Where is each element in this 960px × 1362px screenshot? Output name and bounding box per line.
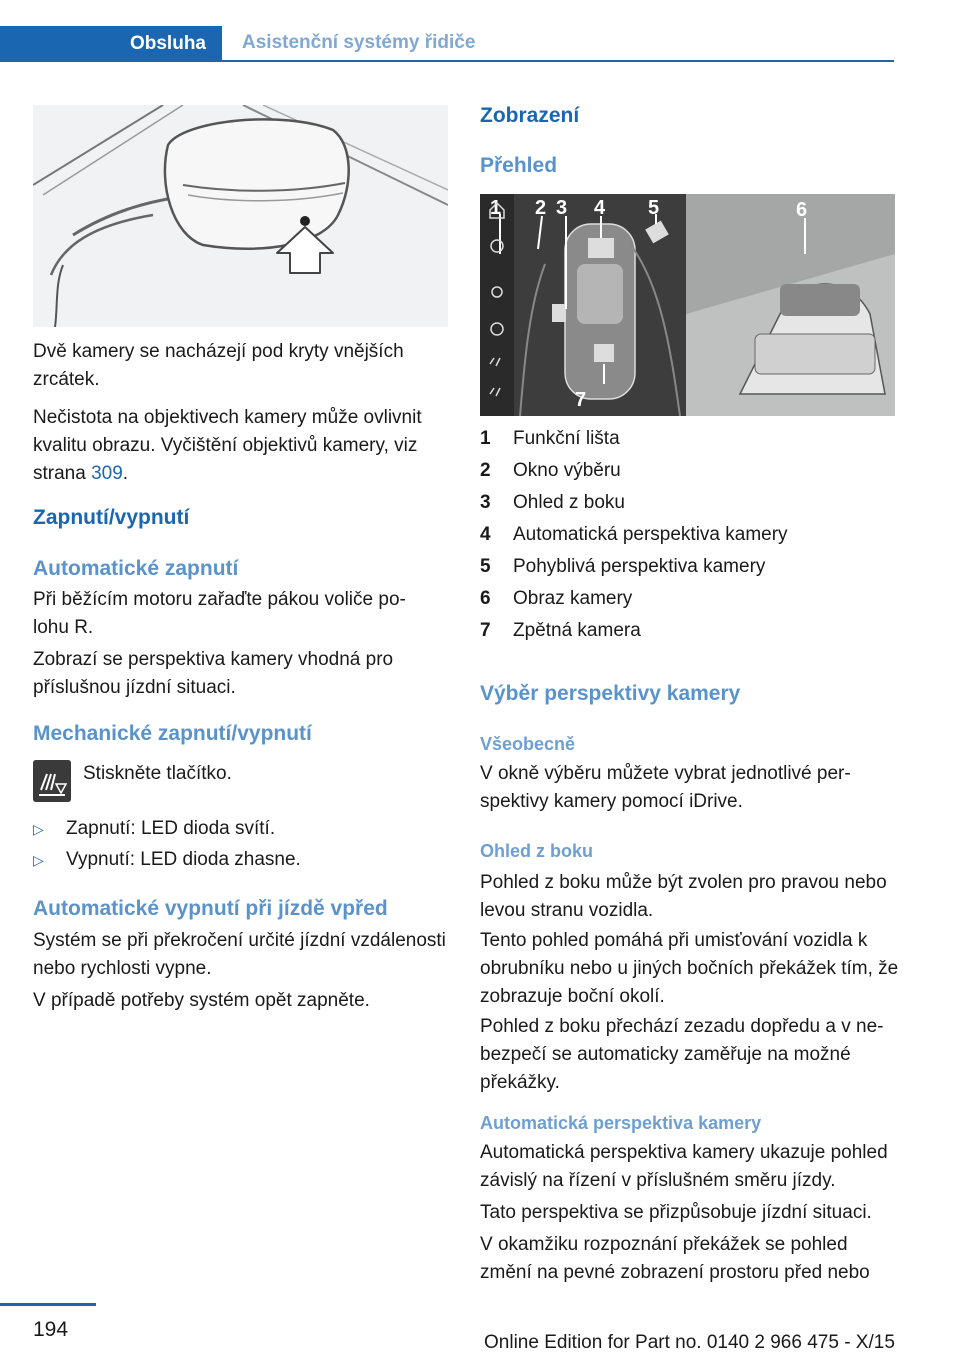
triangle-bullet-icon: ▷ bbox=[33, 821, 44, 837]
mirror-camera-illustration bbox=[33, 105, 448, 327]
legend-num: 6 bbox=[480, 588, 491, 609]
legend-item-1 bbox=[480, 425, 620, 453]
tab-obsluha[interactable] bbox=[0, 26, 222, 62]
page-309-link[interactable]: 309 bbox=[91, 463, 123, 484]
legend-text: Obraz kamery bbox=[513, 588, 633, 609]
auto-on-text-2: Zobrazí se perspektiva kamery vhodná pro příslušnou jízdní situaci. bbox=[33, 649, 394, 698]
legend-item-7 bbox=[480, 617, 641, 645]
auto-perspective-text-1: Automatická perspektiva kamery ukazuje pohled závislý na řízení v příslušném směru jízdy. bbox=[480, 1142, 888, 1191]
legend-text: Zpětná kamera bbox=[513, 620, 641, 641]
page-number: 194 bbox=[33, 1318, 69, 1341]
tab-obsluha-label: Obsluha bbox=[129, 33, 206, 54]
cameras-location-text: Dvě kamery se nacházejí pod kryty vnějších zrcátek. bbox=[33, 341, 404, 390]
heading-auto-off: Automatické vypnutí při jízdě vpřed bbox=[33, 897, 388, 920]
legend-item-4 bbox=[480, 521, 788, 549]
legend-num: 2 bbox=[480, 460, 491, 481]
legend-item-2 bbox=[480, 457, 621, 485]
auto-perspective-text-3: V okamžiku rozpoznání překážek se pohled změní na pevné zobrazení prostoru před nebo bbox=[480, 1234, 870, 1283]
tab-assistance-systems-label: Asistenční systémy řidiče bbox=[242, 32, 476, 53]
bullet-led-off-text: Vypnutí: LED dioda zhasne. bbox=[66, 849, 301, 870]
legend-item-3 bbox=[480, 489, 625, 517]
callout-6: 6 bbox=[796, 199, 808, 221]
auto-off-text-1: Systém se při překročení určité jízdní vzdálenosti nebo rychlosti vypne. bbox=[33, 930, 446, 979]
auto-off-text-2: V případě potřeby systém opět zapněte. bbox=[33, 990, 370, 1011]
heading-side-view: Ohled z boku bbox=[480, 841, 594, 861]
side-view-text-1: Pohled z boku může být zvolen pro pravou nebo levou stranu vozidla. bbox=[480, 872, 887, 921]
legend-num: 3 bbox=[480, 492, 491, 513]
bullet-led-on-text: Zapnutí: LED dioda svítí. bbox=[66, 818, 276, 839]
heading-select-perspective: Výběr perspektivy kamery bbox=[480, 682, 741, 705]
auto-on-text-1: Při běžícím motoru zařaďte pákou voliče polohu R. bbox=[33, 589, 406, 638]
triangle-bullet-icon: ▷ bbox=[33, 852, 44, 868]
heading-switch-on-off: Zapnutí/vypnutí bbox=[33, 506, 190, 529]
heading-auto-on: Automatické zapnutí bbox=[33, 557, 239, 580]
dirt-warning-end: . bbox=[122, 463, 129, 484]
callout-7: 7 bbox=[575, 389, 587, 411]
heading-display: Zobrazení bbox=[480, 104, 580, 127]
legend-num: 5 bbox=[480, 556, 491, 577]
edition-footer: Online Edition for Part no. 0140 2 966 475 - X/15 bbox=[484, 1332, 895, 1353]
legend-num: 1 bbox=[480, 428, 491, 449]
legend-text: Okno výběru bbox=[513, 460, 621, 481]
legend-item-6 bbox=[480, 585, 632, 613]
legend-text: Automatická perspektiva kamery bbox=[513, 524, 788, 545]
side-view-text-2: Tento pohled pomáhá při umisťování vozidla k obrubníku nebo u jiných bočních překážek tím, že zobrazuje boční okolí. bbox=[480, 930, 899, 1007]
legend-text: Pohyblivá perspektiva kamery bbox=[513, 556, 766, 577]
camera-button-icon bbox=[33, 760, 71, 802]
tab-assistance-systems[interactable] bbox=[222, 26, 894, 62]
legend-num: 4 bbox=[480, 524, 491, 545]
page-number-rule bbox=[0, 1303, 96, 1306]
dirt-warning-text bbox=[33, 404, 453, 488]
camera-display-overview-figure bbox=[480, 194, 895, 416]
heading-auto-perspective: Automatická perspektiva kamery bbox=[480, 1113, 762, 1133]
callout-4: 4 bbox=[594, 197, 606, 219]
legend-text: Funkční lišta bbox=[513, 428, 620, 449]
legend-num: 7 bbox=[480, 620, 491, 641]
auto-perspective-text-2: Tato perspektiva se přizpůsobuje jízdní situaci. bbox=[480, 1202, 872, 1223]
callout-5: 5 bbox=[648, 197, 660, 219]
general-text: V okně výběru můžete vybrat jednotlivé perspektivy kamery pomocí iDrive. bbox=[480, 763, 851, 812]
heading-general: Všeobecně bbox=[480, 734, 576, 754]
heading-manual-on-off: Mechanické zapnutí/vypnutí bbox=[33, 722, 312, 745]
heading-overview: Přehled bbox=[480, 154, 558, 177]
legend-item-5 bbox=[480, 553, 765, 581]
callout-1: 1 bbox=[490, 197, 502, 219]
side-view-text-3: Pohled z boku přechází zezadu dopředu a v nebezpečí se automaticky zaměřuje na možné překážky. bbox=[480, 1016, 884, 1093]
dirt-warning-body: Nečistota na objektivech kamery může ovlivnit kvalitu obrazu. Vyčištění objektivů kamery, viz strana bbox=[33, 407, 422, 484]
press-button-text: Stiskněte tlačítko. bbox=[83, 763, 232, 784]
callout-2: 2 bbox=[535, 197, 547, 219]
legend-text: Ohled z boku bbox=[513, 492, 625, 513]
callout-3: 3 bbox=[556, 197, 568, 219]
